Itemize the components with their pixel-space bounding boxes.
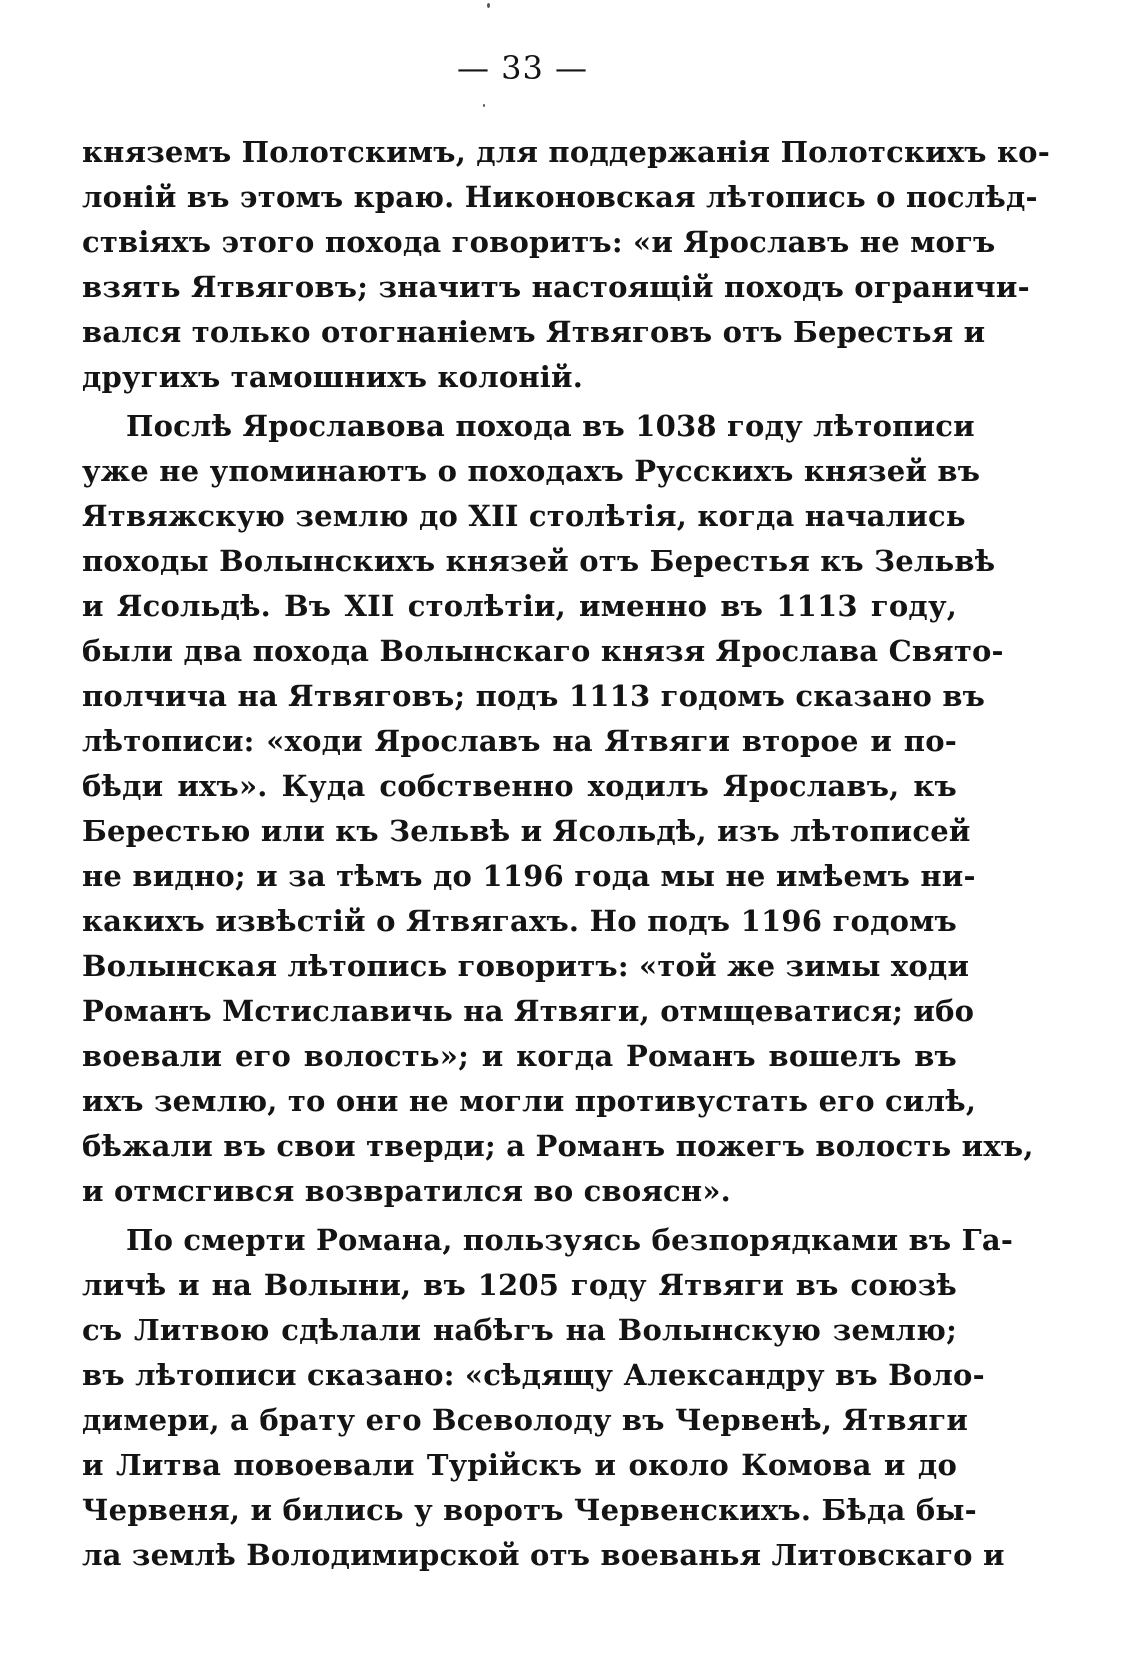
text-line: Волынская лѣтопись говоритъ: «той же зимы ходи [82, 949, 970, 983]
text-body [82, 130, 1050, 1578]
text-line: лоній въ этомъ краю. Никоновская лѣтопись о послѣд- [82, 180, 1038, 214]
text-line: въ лѣтописи сказано: «сѣдящу Александру въ Воло- [82, 1358, 985, 1392]
text-line: вался только отогнаніемъ Ятвяговъ отъ Берестья и [82, 315, 986, 349]
text-line: бѣди ихъ». Куда собственно ходилъ Ярославъ, къ [82, 769, 957, 803]
page-number: — 33 — [456, 49, 589, 87]
text-line: полчича на Ятвяговъ; подъ 1113 годомъ сказано въ [82, 679, 986, 713]
text-line: ствіяхъ этого похода говоритъ: «и Ярославъ не могъ [82, 225, 996, 259]
text-line: Червеня, и бились у воротъ Червенскихъ. Бѣда бы- [82, 1493, 977, 1527]
text-line: бѣжали въ свои тверди; а Романъ пожегъ волость ихъ, [82, 1129, 1034, 1163]
text-line: и Ясольдѣ. Въ XII столѣтіи, именно въ 1113 году, [82, 589, 957, 623]
text-line: димери, а брату его Всеволоду въ Червенѣ, Ятвяги [82, 1403, 969, 1437]
text-line: Послѣ Ярославова похода въ 1038 году лѣтописи [126, 409, 975, 443]
text-line: воевали его волость»; и когда Романъ вошелъ въ [82, 1039, 957, 1073]
text-line: походы Волынскихъ князей отъ Берестья къ Зельвѣ [82, 544, 996, 578]
print-speck [487, 3, 490, 8]
text-line: Ятвяжскую землю до XII столѣтія, когда начались [82, 499, 966, 533]
text-line: княземъ Полотскимъ, для поддержанія Полотскихъ ко- [82, 135, 1050, 169]
text-line: и Литва повоевали Турійскъ и около Комова и до [82, 1448, 957, 1482]
text-line: и отмсгився возвратился во своясн». [82, 1174, 731, 1208]
text-line: были два похода Волынскаго князя Ярослава Свято- [82, 634, 1004, 668]
text-line: личѣ и на Волыни, въ 1205 году Ятвяги въ союзѣ [82, 1268, 957, 1302]
print-speck [483, 104, 485, 107]
text-line: съ Литвою сдѣлали набѣгъ на Волынскую землю; [82, 1313, 957, 1347]
text-line: другихъ тамошнихъ колоній. [82, 360, 584, 394]
text-line: Берестью или къ Зельвѣ и Ясольдѣ, изъ лѣтописей [82, 814, 971, 848]
text-line: уже не упоминаютъ о походахъ Русскихъ князей въ [82, 454, 981, 488]
text-line: По смерти Романа, пользуясь безпорядками въ Га- [126, 1223, 1014, 1257]
text-line: ла землѣ Володимирской отъ воеванья Литовскаго и [82, 1538, 1005, 1572]
text-line: какихъ извѣстій о Ятвягахъ. Но подъ 1196 годомъ [82, 904, 957, 938]
text-line: ихъ землю, то они не могли противустать его силѣ, [82, 1084, 977, 1118]
text-line: лѣтописи: «ходи Ярославъ на Ятвяги второе и по- [82, 724, 957, 758]
text-line: взять Ятвяговъ; значитъ настоящій походъ ограничи- [82, 270, 1030, 304]
text-line: Романъ Мстиславичь на Ятвяги, отмщеватися; ибо [82, 994, 975, 1028]
text-line: не видно; и за тѣмъ до 1196 года мы не имѣемъ ни- [82, 859, 976, 893]
